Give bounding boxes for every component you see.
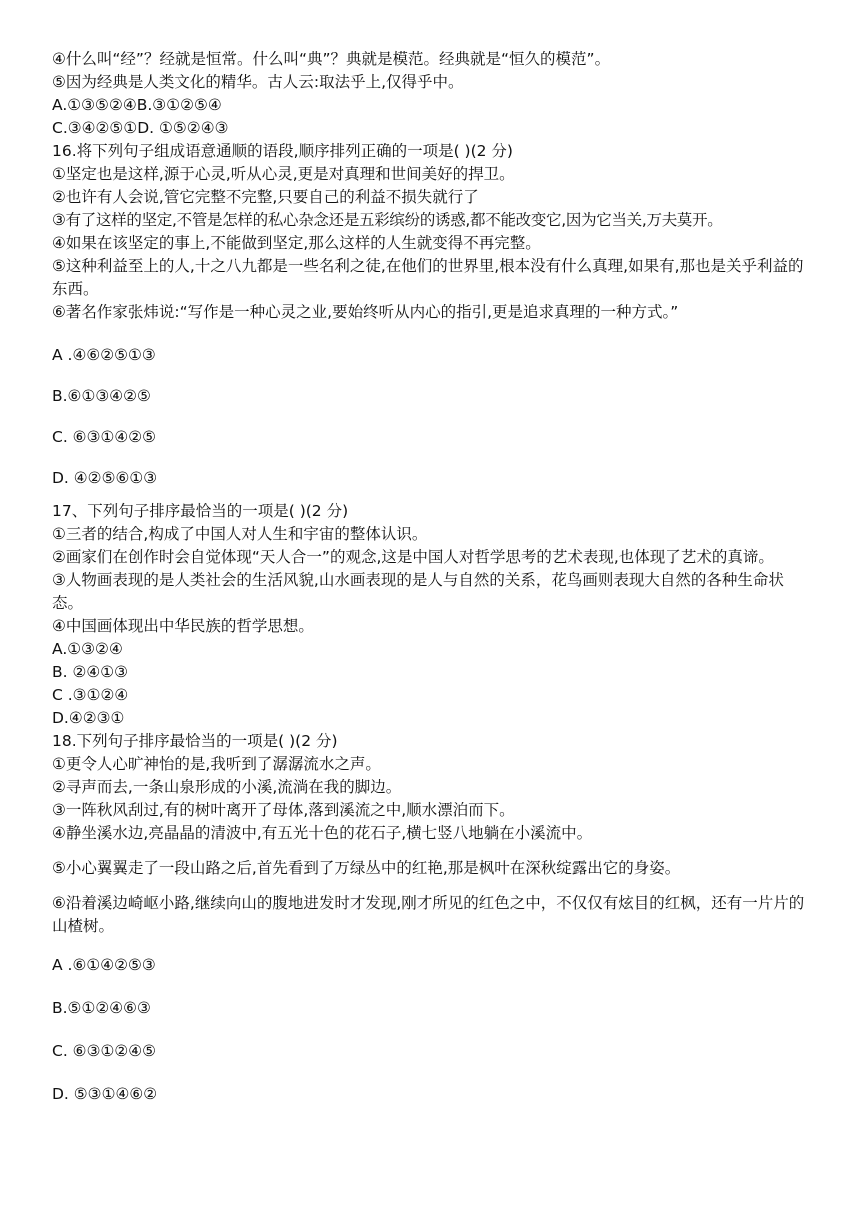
q18-sentence-5: ⑤小心翼翼走了一段山路之后,首先看到了万绿丛中的红艳,那是枫叶在深秋绽露出它的身姿。: [52, 859, 681, 877]
q17-sentence-3: ③人物画表现的是人类社会的生活风貌,山水画表现的是人与自然的关系，花鸟画则表现大自然的各种生命状态。: [52, 571, 784, 612]
q16-option-a: A .④⑥②⑤①③: [52, 346, 156, 364]
q15-line-4: ④什么叫“经”？经就是恒常。什么叫“典”？典就是模范。经典就是“恒久的模范”。: [52, 50, 611, 68]
q16-sentence-3: ③有了这样的坚定,不管是怎样的私心杂念还是五彩缤纷的诱惑,都不能改变它,因为它当关,万夫莫开。: [52, 211, 723, 229]
q18-sentence-4: ④静坐溪水边,亮晶晶的清波中,有五光十色的花石子,横七竖八地躺在小溪流中。: [52, 824, 593, 842]
q16-sentence-6: ⑥著名作家张炜说:“写作是一种心灵之业,要始终听从内心的指引,更是追求真理的一种方式。”: [52, 303, 679, 321]
q15-option-ab: A.①③⑤②④B.③①②⑤④: [52, 96, 222, 114]
q18-stem: 18.下列句子排序最恰当的一项是( )(2 分): [52, 732, 338, 750]
q17-option-b: B. ②④①③: [52, 663, 129, 681]
q18-option-b: B.⑤①②④⑥③: [52, 999, 151, 1017]
q16-option-b: B.⑥①③④②⑤: [52, 387, 151, 405]
q15-line-5: ⑤因为经典是人类文化的精华。古人云:取法乎上,仅得乎中。: [52, 73, 464, 91]
q16-option-d: D. ④②⑤⑥①③: [52, 469, 158, 487]
q17-sentence-4: ④中国画体现出中华民族的哲学思想。: [52, 617, 314, 635]
q17-option-c: C .③①②④: [52, 686, 129, 704]
q16-stem: 16.将下列句子组成语意通顺的语段,顺序排列正确的一项是( )(2 分): [52, 142, 513, 160]
q16-option-c: C. ⑥③①④②⑤: [52, 428, 157, 446]
q17-option-a: A.①③②④: [52, 640, 123, 658]
q16-sentence-5: ⑤这种利益至上的人,十之八九都是一些名利之徒,在他们的世界里,根本没有什么真理,如果有,那也是关乎利益的东西。: [52, 257, 804, 298]
q16-sentence-1: ①坚定也是这样,源于心灵,听从心灵,更是对真理和世间美好的捍卫。: [52, 165, 515, 183]
q15-option-cd: C.③④②⑤①D. ①⑤②④③: [52, 119, 229, 137]
q17-sentence-1: ①三者的结合,构成了中国人对人生和宇宙的整体认识。: [52, 525, 428, 543]
document-page: [52, 48, 812, 1106]
q16-sentence-2: ②也许有人会说,管它完整不完整,只要自己的利益不损失就行了: [52, 188, 479, 206]
q18-sentence-1: ①更令人心旷神怡的是,我听到了潺潺流水之声。: [52, 755, 381, 773]
q17-sentence-2: ②画家们在创作时会自觉体现“天人合一”的观念,这是中国人对哲学思考的艺术表现,也体现了艺术的真谛。: [52, 548, 774, 566]
q18-option-a: A .⑥①④②⑤③: [52, 956, 156, 974]
q18-option-c: C. ⑥③①②④⑤: [52, 1042, 157, 1060]
q16-sentence-4: ④如果在该坚定的事上,不能做到坚定,那么这样的人生就变得不再完整。: [52, 234, 541, 252]
q17-stem: 17、下列句子排序最恰当的一项是( )(2 分): [52, 502, 349, 520]
q18-sentence-3: ③一阵秋风刮过,有的树叶离开了母体,落到溪流之中,顺水漂泊而下。: [52, 801, 515, 819]
q18-sentence-6: ⑥沿着溪边崎岖小路,继续向山的腹地进发时才发现,刚才所见的红色之中，不仅仅有炫目的红枫，还有一片片的山楂树。: [52, 894, 805, 935]
q17-option-d: D.④②③①: [52, 709, 125, 727]
q18-option-d: D. ⑤③①④⑥②: [52, 1085, 158, 1103]
q18-sentence-2: ②寻声而去,一条山泉形成的小溪,流淌在我的脚边。: [52, 778, 402, 796]
